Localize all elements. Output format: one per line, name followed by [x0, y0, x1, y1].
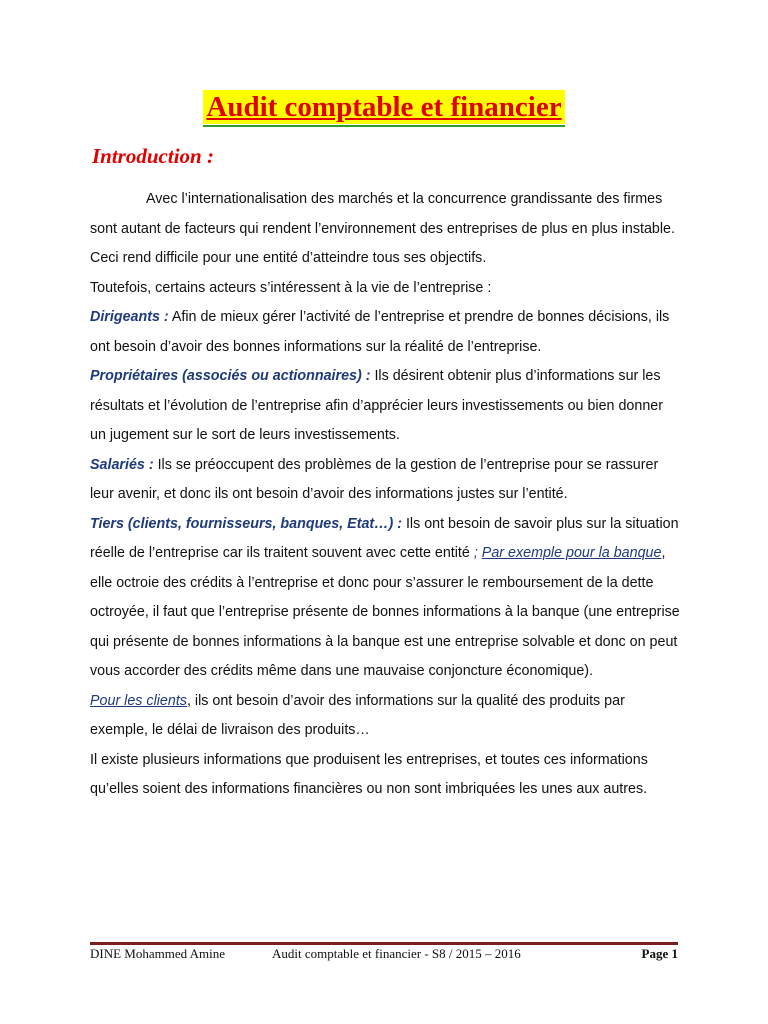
paragraph-tiers [90, 510, 680, 687]
footer-course: Audit comptable et financier - S8 / 2015 – 2016 [272, 946, 521, 961]
document-body [90, 185, 680, 805]
paragraph-salaries [90, 451, 680, 510]
section-heading: Introduction : [92, 144, 214, 168]
text-tiers-2: , elle octroie des crédits à l’entreprise et donc pour s’assurer le remboursement de la dette octroyée, il faut que l’entreprise présente de bonnes informations à la banque (une entreprise qui présente de bonnes informations à la banque est une entreprise solvable et donc on peut vous accorder des crédits même dans une mauvaise conjoncture économique). [90, 545, 680, 679]
label-dirigeants: Dirigeants : [90, 309, 169, 325]
text-clients: , ils ont besoin d’avoir des informations sur la qualité des produits par exemple, le délai de livraison des produits… [90, 692, 625, 738]
tiers-semicolon: ; [473, 545, 482, 561]
paragraph-intro: Avec l’internationalisation des marchés et la concurrence grandissante des firmes sont autant de facteurs qui rendent l’environnement des entreprises de plus en plus instable. Ceci rend difficile pour une entité d’atteindre tous ses objectifs. [90, 191, 675, 266]
label-tiers: Tiers (clients, fournisseurs, banques, Etat…) : [90, 515, 402, 532]
text-proprietaires: Ils désirent obtenir plus d’informations sur les résultats et l’évolution de l’entreprise afin d’apprécier leurs investissements ou bien donner un jugement sur le sort de leurs investissements. [90, 368, 663, 443]
link-par-exemple-banque: Par exemple pour la banque [481, 545, 662, 561]
paragraph-proprietaires [90, 362, 680, 451]
text-tiers-1: Ils ont besoin de savoir plus sur la situation réelle de l’entreprise car ils traitent souvent avec cette entité [90, 515, 679, 561]
footer-divider [90, 942, 678, 945]
text-salaries: Ils se préoccupent des problèmes de la gestion de l’entreprise pour se rassurer leur avenir, et donc ils ont besoin d’avoir des informations justes sur l’entité. [90, 456, 659, 502]
paragraph-acteurs: Toutefois, certains acteurs s’intéressent à la vie de l’entreprise : [90, 279, 492, 296]
paragraph-dirigeants [90, 303, 680, 362]
footer-author: DINE Mohammed Amine [90, 946, 226, 961]
paragraph-conclusion: Il existe plusieurs informations que produisent les entreprises, et toutes ces informations qu’elles soient des informations financières ou non sont imbriquées les unes aux autres. [90, 751, 648, 797]
label-salaries: Salariés : [90, 456, 154, 473]
title-container [0, 90, 768, 124]
document-title: Audit comptable et financier [203, 90, 564, 124]
label-proprietaires: Propriétaires (associés ou actionnaires) : [90, 368, 371, 384]
footer-page-number: Page 1 [641, 946, 678, 961]
text-dirigeants: Afin de mieux gérer l’activité de l’entreprise et prendre de bonnes décisions, ils ont besoin d’avoir des bonnes informations sur la réalité de l’entreprise. [90, 309, 670, 355]
link-pour-les-clients: Pour les clients [90, 692, 187, 709]
paragraph-clients [90, 687, 680, 746]
